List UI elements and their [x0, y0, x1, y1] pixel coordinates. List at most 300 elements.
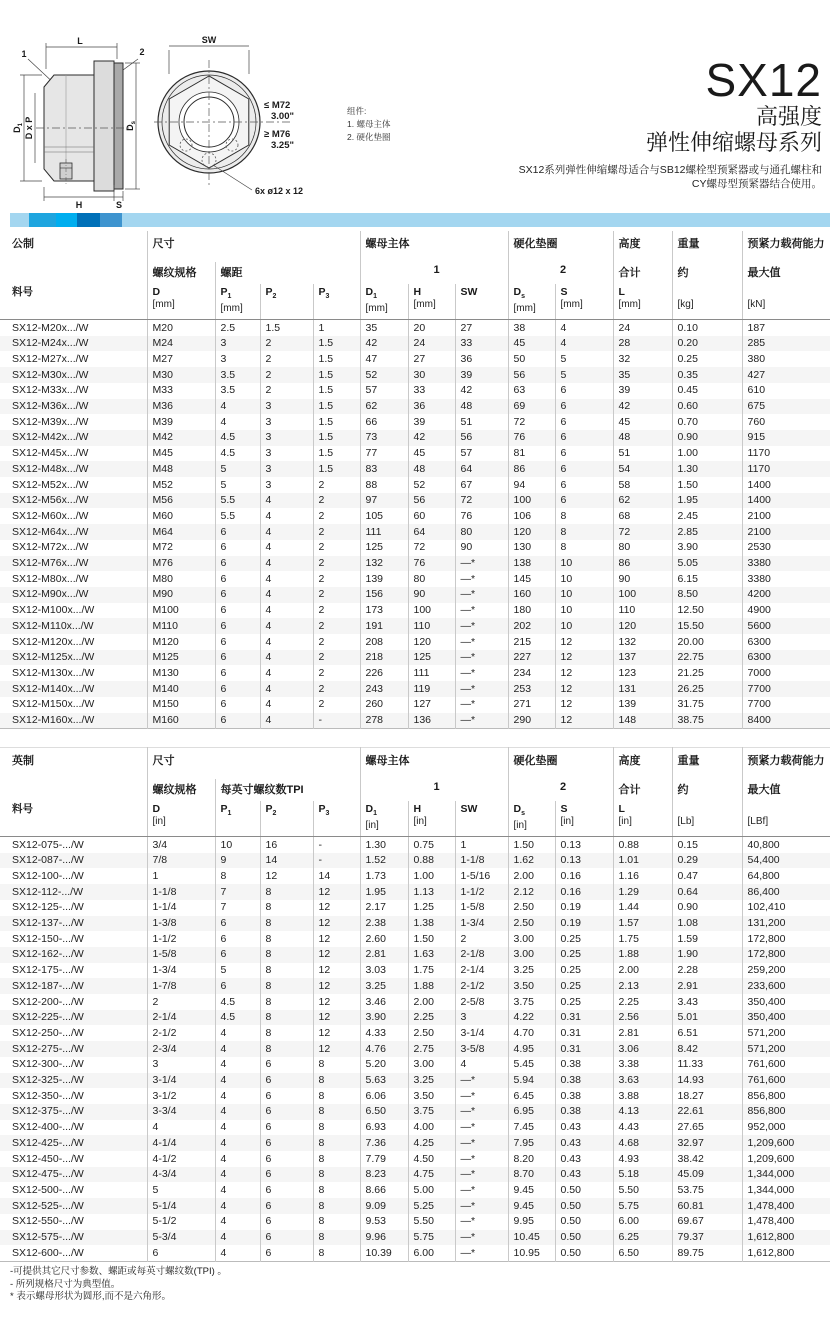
- cell-D1: 111: [360, 524, 408, 540]
- cell-P2: 3: [260, 446, 313, 462]
- cell-Ds: 10.95: [508, 1245, 555, 1261]
- cell-D: M48: [147, 461, 215, 477]
- cell-L: 1.75: [613, 931, 672, 947]
- cell-D1: 125: [360, 540, 408, 556]
- cell-P3: 12: [313, 1025, 360, 1041]
- cell-D1: 5.20: [360, 1057, 408, 1073]
- cell-L: 110: [613, 603, 672, 619]
- cell-P2: 14: [260, 853, 313, 869]
- cell-SW: 67: [455, 477, 508, 493]
- cell-P3: 1.5: [313, 461, 360, 477]
- part-number: SX12-400-.../W: [12, 1121, 84, 1134]
- cell-D: 1-7/8: [147, 978, 215, 994]
- size-small-line1: ≤ M72: [264, 100, 291, 111]
- callout-1-label: 1: [21, 49, 27, 59]
- group-header: 高度: [613, 231, 672, 262]
- cell-L: 32: [613, 351, 672, 367]
- cell-H: 60: [408, 508, 455, 524]
- cell-SW: 39: [455, 367, 508, 383]
- cell-load: 6300: [742, 650, 830, 666]
- cell-D1: 97: [360, 493, 408, 509]
- cell-H: 1.50: [408, 931, 455, 947]
- cell-D1: 6.50: [360, 1104, 408, 1120]
- cell-SW: —*: [455, 1073, 508, 1089]
- cell-SW: 48: [455, 399, 508, 415]
- cell-S: 0.50: [555, 1214, 613, 1230]
- cell-S: 12: [555, 713, 613, 729]
- cell-wt: 1.50: [672, 477, 742, 493]
- cell-wt: 0.45: [672, 383, 742, 399]
- cell-S: 0.13: [555, 853, 613, 869]
- cell-S: 0.43: [555, 1167, 613, 1183]
- cell-H: 1.25: [408, 900, 455, 916]
- cell-SW: 56: [455, 430, 508, 446]
- cell-H: 48: [408, 461, 455, 477]
- cell-P1: 6: [215, 978, 260, 994]
- column-header-part: 料号: [0, 801, 147, 837]
- cell-S: 5: [555, 367, 613, 383]
- cell-wt: 0.90: [672, 900, 742, 916]
- cell-SW: 1-5/16: [455, 868, 508, 884]
- cell-L: 2.00: [613, 963, 672, 979]
- cell-load: 1,344,000: [742, 1167, 830, 1183]
- cell-P2: 6: [260, 1151, 313, 1167]
- cell-load: 3380: [742, 556, 830, 572]
- header-group-row: [0, 779, 830, 801]
- cell-SW: 2-1/4: [455, 963, 508, 979]
- cell-SW: —*: [455, 650, 508, 666]
- table-row: [0, 336, 830, 352]
- side-view-drawing: [8, 35, 158, 215]
- group-header: 硬化垫圈: [508, 231, 613, 262]
- footnote-1: -可提供其它尺寸参数、螺距或每英寸螺纹数(TPI) 。: [10, 1266, 227, 1277]
- cell-P1: 4: [215, 1167, 260, 1183]
- table-row: [0, 351, 830, 367]
- cell-load: 761,600: [742, 1073, 830, 1089]
- cell-L: 148: [613, 713, 672, 729]
- cell-P2: 8: [260, 994, 313, 1010]
- part-number: SX12-200-.../W: [12, 995, 84, 1008]
- cell-S: 12: [555, 697, 613, 713]
- table-row: [0, 681, 830, 697]
- cell-P1: 4.5: [215, 446, 260, 462]
- cell-wt: 8.42: [672, 1041, 742, 1057]
- table-row: [0, 320, 830, 336]
- cell-P2: 4: [260, 665, 313, 681]
- table-row: [0, 634, 830, 650]
- cell-P1: 4: [215, 1073, 260, 1089]
- cell-H: 30: [408, 367, 455, 383]
- cell-load: 761,600: [742, 1057, 830, 1073]
- cell-H: 56: [408, 493, 455, 509]
- cell-wt: 20.00: [672, 634, 742, 650]
- cell-D1: 9.09: [360, 1198, 408, 1214]
- cell-P2: 4: [260, 618, 313, 634]
- accent-bar-segment: [100, 213, 122, 227]
- cell-P3: 12: [313, 916, 360, 932]
- cell-D1: 1.30: [360, 837, 408, 853]
- cell-wt: 22.61: [672, 1104, 742, 1120]
- cell-Ds: 72: [508, 414, 555, 430]
- cell-P1: 10: [215, 837, 260, 853]
- cell-D1: 1.95: [360, 884, 408, 900]
- part-number: SX12-425-.../W: [12, 1136, 84, 1149]
- cell-wt: 45.09: [672, 1167, 742, 1183]
- cell-P2: 3: [260, 461, 313, 477]
- group-header: 重量: [672, 231, 742, 262]
- cell-SW: —*: [455, 713, 508, 729]
- cell-L: 54: [613, 461, 672, 477]
- cell-Ds: 290: [508, 713, 555, 729]
- cell-D1: 226: [360, 665, 408, 681]
- column-header-D: D [in]: [147, 801, 215, 837]
- group-header: 螺母主体: [360, 748, 508, 780]
- cell-P2: 8: [260, 978, 313, 994]
- cell-SW: 1-1/8: [455, 853, 508, 869]
- cell-D: M52: [147, 477, 215, 493]
- cell-D: M110: [147, 618, 215, 634]
- cell-Ds: 69: [508, 399, 555, 415]
- cell-P1: 4: [215, 1214, 260, 1230]
- table-row: [0, 947, 830, 963]
- table-row: [0, 713, 830, 729]
- callout-2-label: 2: [139, 47, 145, 57]
- cell-P2: 4: [260, 493, 313, 509]
- cell-Ds: 2.00: [508, 868, 555, 884]
- cell-L: 2.13: [613, 978, 672, 994]
- cell-SW: —*: [455, 1120, 508, 1136]
- cell-H: 4.75: [408, 1167, 455, 1183]
- cell-S: 0.43: [555, 1135, 613, 1151]
- table-row: [0, 1151, 830, 1167]
- cell-D: M100: [147, 603, 215, 619]
- cell-D1: 3.90: [360, 1010, 408, 1026]
- cell-L: 24: [613, 320, 672, 336]
- footnote-2: - 所列规格尺寸为典型值。: [10, 1278, 121, 1290]
- cell-S: 10: [555, 587, 613, 603]
- cell-Ds: 1.62: [508, 853, 555, 869]
- cell-D: 1-3/4: [147, 963, 215, 979]
- cell-H: 20: [408, 320, 455, 336]
- cell-wt: 1.90: [672, 947, 742, 963]
- table-row: [0, 916, 830, 932]
- cell-wt: 14.93: [672, 1073, 742, 1089]
- cell-S: 6: [555, 383, 613, 399]
- size-large-line1: ≥ M76: [264, 129, 291, 140]
- part-number: SX12-450-.../W: [12, 1152, 84, 1165]
- table-row: [0, 1057, 830, 1073]
- cell-SW: —*: [455, 603, 508, 619]
- header-group-row: [0, 748, 830, 780]
- part-number: SX12-M64x.../W: [12, 525, 89, 538]
- cell-L: 80: [613, 540, 672, 556]
- cell-P3: 2: [313, 681, 360, 697]
- cell-S: 6: [555, 414, 613, 430]
- cell-L: 86: [613, 556, 672, 572]
- cell-SW: 2-5/8: [455, 994, 508, 1010]
- part-number: SX12-M20x.../W: [12, 321, 89, 334]
- part-number: SX12-M33x.../W: [12, 384, 89, 397]
- cell-D1: 62: [360, 399, 408, 415]
- cell-wt: 6.51: [672, 1025, 742, 1041]
- cell-H: 90: [408, 587, 455, 603]
- table-row: [0, 399, 830, 415]
- cell-Ds: 5.45: [508, 1057, 555, 1073]
- cell-load: 856,800: [742, 1104, 830, 1120]
- cell-load: 1,209,600: [742, 1151, 830, 1167]
- cell-load: 380: [742, 351, 830, 367]
- cell-P1: 6: [215, 571, 260, 587]
- cell-H: 0.88: [408, 853, 455, 869]
- cell-load: 571,200: [742, 1041, 830, 1057]
- part-number: SX12-175-.../W: [12, 964, 84, 977]
- dim-SW-label: SW: [201, 35, 217, 45]
- cell-L: 2.56: [613, 1010, 672, 1026]
- cell-P1: 7: [215, 884, 260, 900]
- group-header: 重量: [672, 748, 742, 780]
- cell-wt: 0.35: [672, 367, 742, 383]
- cell-P3: 2: [313, 603, 360, 619]
- cell-Ds: 100: [508, 493, 555, 509]
- size-small-line2: 3.00": [271, 111, 294, 122]
- accent-bar-segment: [122, 213, 830, 227]
- cell-D1: 208: [360, 634, 408, 650]
- group-header: 合计: [613, 262, 672, 284]
- cell-Ds: 10.45: [508, 1230, 555, 1246]
- cell-P1: 8: [215, 868, 260, 884]
- group-header: 最大值: [742, 779, 830, 801]
- cell-P1: 4: [215, 414, 260, 430]
- cell-P2: 4: [260, 540, 313, 556]
- cell-Ds: 8.20: [508, 1151, 555, 1167]
- cell-P1: 6: [215, 587, 260, 603]
- part-number: SX12-M140x.../W: [12, 682, 95, 695]
- cell-P2: 8: [260, 947, 313, 963]
- cell-P3: 1.5: [313, 351, 360, 367]
- cell-S: 10: [555, 618, 613, 634]
- cell-load: 4200: [742, 587, 830, 603]
- cell-D1: 173: [360, 603, 408, 619]
- cell-D1: 5.63: [360, 1073, 408, 1089]
- cell-Ds: 63: [508, 383, 555, 399]
- group-header: 英制: [12, 755, 34, 767]
- cell-L: 45: [613, 414, 672, 430]
- cell-load: 172,800: [742, 931, 830, 947]
- cell-load: 1170: [742, 461, 830, 477]
- cell-SW: —*: [455, 1088, 508, 1104]
- cell-Ds: 7.45: [508, 1120, 555, 1136]
- group-header: 1: [360, 779, 508, 801]
- cell-P3: 8: [313, 1182, 360, 1198]
- cell-P2: 4: [260, 556, 313, 572]
- cell-P2: 6: [260, 1167, 313, 1183]
- part-number: SX12-550-.../W: [12, 1215, 84, 1228]
- cell-H: 2.25: [408, 1010, 455, 1026]
- cell-P1: 4.5: [215, 994, 260, 1010]
- part-number: SX12-M130x.../W: [12, 666, 95, 679]
- cell-P1: 5.5: [215, 508, 260, 524]
- cell-load: 1,478,400: [742, 1214, 830, 1230]
- cell-P2: 3: [260, 477, 313, 493]
- group-header: 公制: [12, 238, 34, 250]
- cell-D: 2-3/4: [147, 1041, 215, 1057]
- part-number: SX12-M52x.../W: [12, 478, 89, 491]
- part-number: SX12-M150x.../W: [12, 698, 95, 711]
- cell-L: 131: [613, 681, 672, 697]
- cell-SW: —*: [455, 697, 508, 713]
- cell-D: M39: [147, 414, 215, 430]
- part-number: SX12-150-.../W: [12, 932, 84, 945]
- cell-L: 58: [613, 477, 672, 493]
- table-row: [0, 978, 830, 994]
- cell-load: 1400: [742, 477, 830, 493]
- table-row: [0, 1120, 830, 1136]
- cell-P2: 6: [260, 1120, 313, 1136]
- cell-H: 1.88: [408, 978, 455, 994]
- legend-title: 组件:: [347, 106, 367, 116]
- table-row: [0, 414, 830, 430]
- part-number: SX12-M80x.../W: [12, 572, 89, 585]
- cell-P2: 2: [260, 383, 313, 399]
- cell-P1: 4: [215, 1025, 260, 1041]
- cell-L: 120: [613, 618, 672, 634]
- cell-P1: 6: [215, 931, 260, 947]
- cell-H: 3.00: [408, 1057, 455, 1073]
- cell-wt: 0.47: [672, 868, 742, 884]
- cell-Ds: 3.00: [508, 947, 555, 963]
- column-header-D: D [mm]: [147, 284, 215, 320]
- group-header: 螺母主体: [360, 231, 508, 262]
- cell-P1: 4: [215, 1104, 260, 1120]
- cell-S: 4: [555, 320, 613, 336]
- cell-load: 102,410: [742, 900, 830, 916]
- table-row: [0, 697, 830, 713]
- cell-D1: 2.60: [360, 931, 408, 947]
- cell-L: 1.57: [613, 916, 672, 932]
- cell-D1: 3.46: [360, 994, 408, 1010]
- table-row: [0, 1088, 830, 1104]
- table-row: [0, 665, 830, 681]
- cell-P2: 6: [260, 1057, 313, 1073]
- cell-L: 4.43: [613, 1120, 672, 1136]
- cell-P2: 3: [260, 399, 313, 415]
- cell-H: 27: [408, 351, 455, 367]
- cell-SW: 3: [455, 1010, 508, 1026]
- part-number: SX12-M100x.../W: [12, 604, 95, 617]
- cell-D: 5: [147, 1182, 215, 1198]
- cell-S: 0.31: [555, 1010, 613, 1026]
- accent-bar-segment: [29, 213, 56, 227]
- cell-Ds: 50: [508, 351, 555, 367]
- table-row: [0, 1167, 830, 1183]
- cell-Ds: 56: [508, 367, 555, 383]
- cell-SW: —*: [455, 587, 508, 603]
- cell-D1: 243: [360, 681, 408, 697]
- group-header: 螺纹规格: [147, 262, 215, 284]
- column-header-Ds: $D_s$ [mm]: [508, 284, 555, 320]
- column-header-P2: $P_2$: [260, 284, 313, 320]
- cell-P2: 6: [260, 1073, 313, 1089]
- cell-P2: 8: [260, 1025, 313, 1041]
- cell-P2: 6: [260, 1230, 313, 1246]
- cell-Ds: 6.95: [508, 1104, 555, 1120]
- cell-H: 5.00: [408, 1182, 455, 1198]
- cell-H: 6.00: [408, 1245, 455, 1261]
- column-header-L: L [in]: [613, 801, 672, 837]
- cell-SW: 27: [455, 320, 508, 336]
- cell-wt: 31.75: [672, 697, 742, 713]
- cell-D1: 3.03: [360, 963, 408, 979]
- table-row: [0, 367, 830, 383]
- cell-Ds: 138: [508, 556, 555, 572]
- cell-P1: 6: [215, 603, 260, 619]
- group-header: 约: [672, 779, 742, 801]
- cell-P2: 8: [260, 900, 313, 916]
- cell-P2: 16: [260, 837, 313, 853]
- cell-P2: 1.5: [260, 320, 313, 336]
- cell-H: 110: [408, 618, 455, 634]
- cell-D: 3-1/4: [147, 1073, 215, 1089]
- accent-bar-segment: [0, 213, 10, 227]
- cell-P3: 12: [313, 931, 360, 947]
- cell-D: 2-1/2: [147, 1025, 215, 1041]
- cell-D: 7/8: [147, 853, 215, 869]
- cell-wt: 1.95: [672, 493, 742, 509]
- cell-wt: 18.27: [672, 1088, 742, 1104]
- group-header: 约: [672, 262, 742, 284]
- cell-load: 54,400: [742, 853, 830, 869]
- cell-wt: 38.75: [672, 713, 742, 729]
- cell-L: 28: [613, 336, 672, 352]
- cell-D: M76: [147, 556, 215, 572]
- cell-D1: 2.17: [360, 900, 408, 916]
- accent-bar-segment: [77, 213, 100, 227]
- cell-load: 2100: [742, 524, 830, 540]
- dim-L-label: L: [77, 36, 83, 46]
- cell-load: 7700: [742, 697, 830, 713]
- cell-D1: 278: [360, 713, 408, 729]
- cell-L: 72: [613, 524, 672, 540]
- table-row: [0, 1245, 830, 1261]
- cell-P1: 4: [215, 1230, 260, 1246]
- cell-wt: 3.90: [672, 540, 742, 556]
- part-number: SX12-375-.../W: [12, 1105, 84, 1118]
- washer-part: [114, 63, 123, 189]
- cell-D1: 9.53: [360, 1214, 408, 1230]
- cell-P3: 2: [313, 508, 360, 524]
- cell-D1: 57: [360, 383, 408, 399]
- cell-P2: 6: [260, 1214, 313, 1230]
- cell-L: 62: [613, 493, 672, 509]
- dim-DxP-label: D x P: [24, 116, 34, 140]
- cell-wt: 0.90: [672, 430, 742, 446]
- cell-S: 4: [555, 336, 613, 352]
- cell-L: 2.25: [613, 994, 672, 1010]
- cell-SW: —*: [455, 1167, 508, 1183]
- column-header-row: [0, 801, 830, 837]
- cell-P3: 8: [313, 1230, 360, 1246]
- column-header-row: [0, 284, 830, 320]
- cell-D: 1: [147, 868, 215, 884]
- cell-D: M120: [147, 634, 215, 650]
- cell-H: 2.00: [408, 994, 455, 1010]
- cell-SW: 90: [455, 540, 508, 556]
- table-row: [0, 1182, 830, 1198]
- dim-H-label: H: [75, 200, 83, 210]
- cell-S: 0.50: [555, 1198, 613, 1214]
- part-number: SX12-M45x.../W: [12, 447, 89, 460]
- cell-P2: 4: [260, 508, 313, 524]
